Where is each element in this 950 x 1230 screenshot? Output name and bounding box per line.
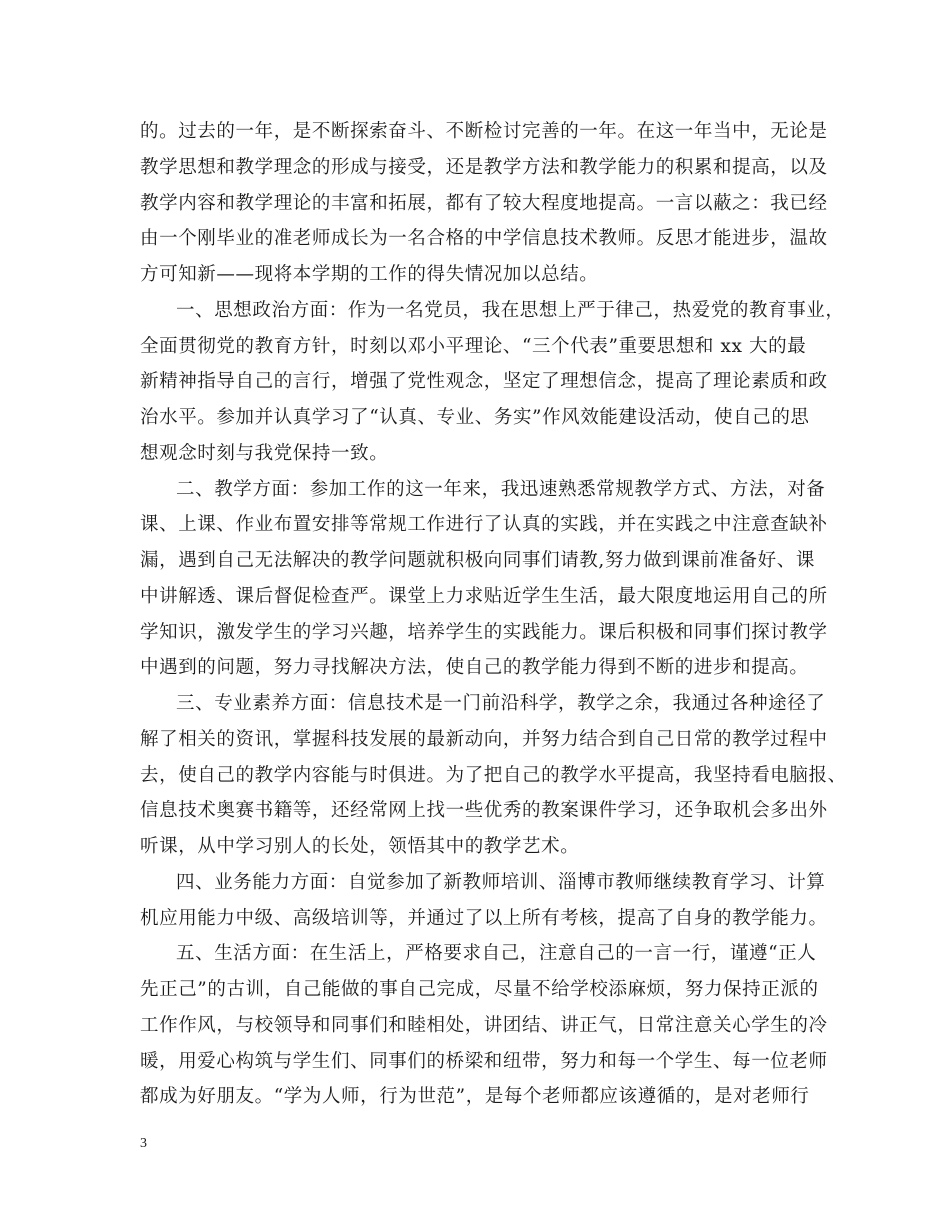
text-line: 新精神指导自己的言行，增强了党性观念，坚定了理想信念，提高了理论素质和政 <box>140 371 828 393</box>
text-line: 想观念时刻与我党保持一致。 <box>140 442 389 464</box>
text-line: 暖，用爱心构筑与学生们、同事们的桥梁和纽带，努力和每一个学生、每一位老师 <box>140 1050 828 1072</box>
text-line: 都成为好朋友。“学为人师，行为世范”，是每个老师都应该遵循的，是对老师行 <box>140 1086 810 1108</box>
text-line: 治水平。参加并认真学习了“认真、专业、务实”作风效能建设活动，使自己的思 <box>140 407 810 428</box>
text-line: 由一个刚毕业的准老师成长为一名合格的中学信息技术教师。反思才能进步，温故 <box>140 228 828 250</box>
text-line: 方可知新——现将本学期的工作的得失情况加以总结。 <box>140 264 599 285</box>
text-line: 的。过去的一年，是不断探索奋斗、不断检讨完善的一年。在这一年当中，无论是 <box>140 121 828 142</box>
text-line: 全面贯彻党的教育方针，时刻以邓小平理论、“三个代表”重要思想和 xx 大的最 <box>140 335 807 357</box>
paragraph-first-line: 二、教学方面：参加工作的这一年来，我迅速熟悉常规教学方式、方法，对备 <box>176 478 826 500</box>
text-line: 教学内容和教学理论的丰富和拓展，都有了较大程度地提高。一言以蔽之：我已经 <box>140 192 828 214</box>
page-number: 3 <box>140 1136 147 1151</box>
text-line: 漏，遇到自己无法解决的教学问题就积极向同事们请教,努力做到课前准备好、课 <box>140 550 815 571</box>
text-line: 中遇到的问题，努力寻找解决方法，使自己的教学能力得到不断的进步和提高。 <box>140 657 809 679</box>
text-line: 解了相关的资讯，掌握科技发展的最新动向，并努力结合到自己日常的教学过程中 <box>140 728 828 750</box>
text-line: 教学思想和教学理念的形成与接受，还是教学方法和教学能力的积累和提高，以及 <box>140 156 828 178</box>
paragraph-first-line: 一、思想政治方面：作为一名党员，我在思想上严于律己，热爱党的教育事业， <box>176 299 845 321</box>
text-line: 机应用能力中级、高级培训等，并通过了以上所有考核，提高了自身的教学能力。 <box>140 907 828 929</box>
document-body <box>140 114 847 1115</box>
text-line: 学知识，激发学生的学习兴趣，培养学生的实践能力。课后积极和同事们探讨教学 <box>140 621 828 643</box>
text-line: 去，使自己的教学内容能与时俱进。为了把自己的教学水平提高，我坚持看电脑报、 <box>140 764 847 786</box>
text-line: 听课，从中学习别人的长处，领悟其中的教学艺术。 <box>140 836 580 857</box>
text-line: 信息技术奥赛书籍等，还经常网上找一些优秀的教案课件学习，还争取机会多出外 <box>140 800 828 822</box>
paragraph-first-line: 五、生活方面：在生活上，严格要求自己，注意自己的一言一行，谨遵“正人 <box>176 943 817 965</box>
text-line: 工作作风，与校领导和同事们和睦相处，讲团结、讲正气，日常注意关心学生的冷 <box>140 1014 828 1036</box>
text-line: 先正己”的古训，自己能做的事自己完成，尽量不给学校添麻烦，努力保持正派的 <box>140 979 819 1000</box>
text-line: 课、上课、作业布置安排等常规工作进行了认真的实践，并在实践之中注意查缺补 <box>140 514 828 536</box>
paragraph-first-line: 四、业务能力方面：自觉参加了新教师培训、淄博市教师继续教育学习、计算 <box>176 871 826 893</box>
text-line: 中讲解透、课后督促检查严。课堂上力求贴近学生生活，最大限度地运用自己的所 <box>140 585 828 607</box>
paragraph-first-line: 三、专业素养方面：信息技术是一门前沿科学，教学之余，我通过各种途径了 <box>176 693 826 714</box>
